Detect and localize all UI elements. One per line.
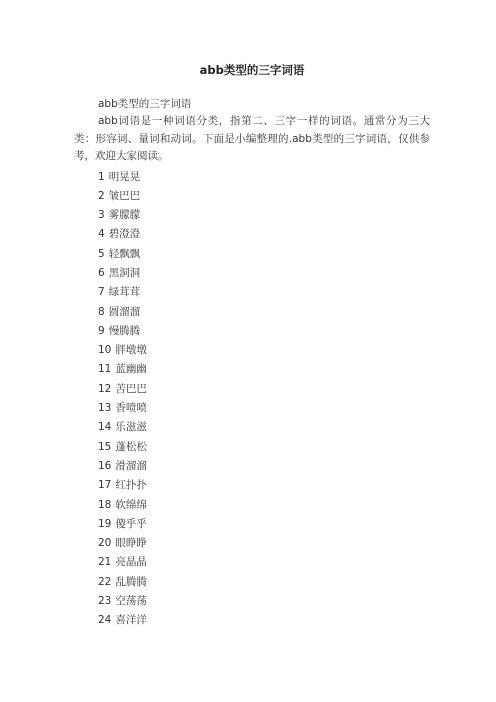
list-item-number: 8 <box>98 305 105 318</box>
list-item-number: 23 <box>98 595 112 608</box>
list-item-number: 13 <box>98 402 112 415</box>
list-item-number: 4 <box>98 228 105 241</box>
list-item-word: 碧澄澄 <box>108 228 141 241</box>
list-item-word: 眼睁睁 <box>115 537 147 550</box>
list-item <box>98 264 430 283</box>
list-item-number: 20 <box>98 537 112 550</box>
list-item-word: 轻飘飘 <box>108 247 141 260</box>
list-item-number: 3 <box>98 209 105 222</box>
list-item <box>98 380 430 399</box>
list-item <box>98 476 430 495</box>
list-item <box>98 611 430 630</box>
list-item-word: 滑溜溜 <box>115 459 147 472</box>
document-title: abb类型的三字词语 <box>199 63 305 77</box>
list-item <box>98 438 430 457</box>
list-item <box>98 225 430 244</box>
list-item-word: 蓬松松 <box>115 440 147 453</box>
list-item-word: 亮晶晶 <box>115 556 147 569</box>
list-item-word: 乐滋滋 <box>115 421 147 434</box>
list-item-number: 24 <box>98 614 112 627</box>
list-item-word: 黑洞洞 <box>108 266 141 279</box>
list-item <box>98 303 430 322</box>
list-item <box>98 245 430 264</box>
list-item <box>98 515 430 534</box>
list-item-word: 雾朦朦 <box>108 209 141 222</box>
list-item <box>98 399 430 418</box>
list-item-number: 17 <box>98 479 112 492</box>
list-item-number: 2 <box>98 189 105 202</box>
list-item <box>98 573 430 592</box>
list-item-number: 18 <box>98 498 112 511</box>
list-item <box>98 322 430 341</box>
list-item <box>98 592 430 611</box>
list-item-word: 胖墩墩 <box>115 344 147 357</box>
list-item-number: 1 <box>98 170 105 183</box>
list-item-word: 慢腾腾 <box>108 324 141 337</box>
list-item <box>98 206 430 225</box>
list-item-word: 绿茸茸 <box>108 286 141 299</box>
intro-paragraph: abb词语是一种词语分类，指第二、三字一样的词语。通常分为三大类：形容词、量词和动词。下面是小编整理的.abb类型的三字词语，仅供参考，欢迎大家阅读。 <box>74 115 430 162</box>
list-item-word: 傻乎乎 <box>115 517 147 530</box>
word-list <box>98 168 430 631</box>
list-item-number: 11 <box>98 363 112 376</box>
list-item <box>98 534 430 553</box>
list-item-number: 10 <box>98 344 112 357</box>
list-item <box>98 418 430 437</box>
list-item-number: 15 <box>98 440 112 453</box>
list-item-number: 16 <box>98 459 112 472</box>
list-item-number: 21 <box>98 556 112 569</box>
list-item-word: 香喷喷 <box>115 402 147 415</box>
list-item <box>98 283 430 302</box>
list-item-word: 明晃晃 <box>108 170 141 183</box>
list-item-number: 5 <box>98 247 105 260</box>
list-item-number: 14 <box>98 421 112 434</box>
list-item-word: 喜洋洋 <box>115 614 147 627</box>
list-item <box>98 187 430 206</box>
list-item-number: 22 <box>98 575 112 588</box>
list-item-number: 6 <box>98 266 105 279</box>
list-item-word: 乱腾腾 <box>115 575 147 588</box>
list-item-number: 7 <box>98 286 105 299</box>
list-item-word: 软绵绵 <box>115 498 147 511</box>
list-item-number: 9 <box>98 324 105 337</box>
list-item-word: 蓝幽幽 <box>115 363 147 376</box>
list-item-word: 圆溜溜 <box>108 305 141 318</box>
document-subtitle: abb类型的三字词语 <box>98 98 192 110</box>
list-item-word: 苦巴巴 <box>115 382 147 395</box>
list-item-word: 红扑扑 <box>115 479 147 492</box>
list-item <box>98 341 430 360</box>
list-item <box>98 496 430 515</box>
list-item-number: 12 <box>98 382 112 395</box>
list-item <box>98 553 430 572</box>
list-item-number: 19 <box>98 517 112 530</box>
list-item <box>98 168 430 187</box>
list-item <box>98 360 430 379</box>
list-item-word: 皱巴巴 <box>108 189 141 202</box>
list-item <box>98 457 430 476</box>
list-item-word: 空荡荡 <box>115 595 147 608</box>
